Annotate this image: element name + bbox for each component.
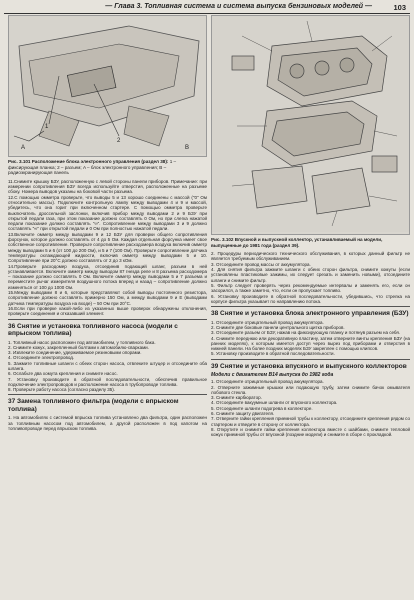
list-item: 2. Процедуры периодического технического обслуживания, в которых данный фильтр не является требуемым обслуживанием. xyxy=(211,251,410,262)
page-header xyxy=(4,3,410,14)
divider xyxy=(8,394,207,395)
list-item: 5. Установку производите в обратной последовательности. xyxy=(211,351,335,357)
list-item: 11.Снимите крышку БЗУ, расположенную с левой стороны панели приборов. Примечание: при измерении сопротивления БЗУ всегда используйте отверстия, расположенные на разъеме сбоку. Номера выводов указаны на боковой части разъема. xyxy=(8,178,207,195)
list-item: 1. Отсоедините отрицательный провод аккумулятора. xyxy=(211,379,324,385)
list-item: 13.Включите омметр между выводами 9 и 12 БЗУ для проверки общего сопротивления форсунок, которое должно составлять от 4 до 5 Ом. Каждая отдельная форсунка имеет свое собственное сопротивление. Проверьте сопротивление расходомера воздуха включив омметр между выводами 5 и 6 (от 100 до 200 Ом), и 5 и 7 (100 Ом). Проверьте сопротивление датчика температуры охлаждающей жидкости, включив омметр между выводами 5 и 10. Сопротивление при 20°С должно составлять от 2 до 3 кОм. xyxy=(8,231,207,264)
list-item: 6. Ослабьте два хомута крепления и снимите насос. xyxy=(8,371,118,377)
list-item: 15.Между выводами 8 и 6, которые представляют собой выводы постоянного резистора, сопротивление должно составлять примерно 150 Ом, а между выводами 9 и E (выводами датчика температуры воздуха на входе) – 50 Ом при 20°С. xyxy=(8,290,207,306)
list-item: 12.С помощью омметра проверьте, что выводы 5 и 13 хорошо соединены с массой ("0" Ом относительно массы). Подключите контрольную лампу между выводами 4 и 9 и массой, убедитесь, что она горит при включенном стартере. С помощью омметра проверьте выключатель дроссельной заслонки, включив прибор между выводами 2 и 9 БЗУ при открытой педали газа, при этом показание должно составлять 0 Ом, но при слегка нажатой педали показание должно составлять "∞". Сопротивление между выводами 3 и 9 должно составлять "∞" при открытой педали и 0 Ом при полностью нажатой педали. xyxy=(8,194,207,232)
svg-text:1: 1 xyxy=(45,124,49,130)
list-item: 5. Зажмите топливные шланги с обеих сторон насоса, отвлеките штуцер и отсоедините оба шланга. xyxy=(8,360,207,371)
right-column xyxy=(211,15,410,438)
list-item: 1. На автомобилях с системой впрыска топлива установлено два фильтра, один расположен за топливным насосом под автомобилем, а другой расположен в под капотом на топливопроводе перед впрыском топлива. xyxy=(8,415,207,432)
manifold-exploded-drawing xyxy=(212,16,409,232)
list-item: 5. Фильтр следует проверять через рекомендуемые интервалы и заменять его, если он засорился, а также заметно, что, если он пропускает топливо. xyxy=(211,282,410,294)
divider xyxy=(8,319,207,320)
figure-3-102 xyxy=(211,15,410,235)
figure-3-102-caption: Рис. 3.102 Впускной и выпускной коллектор, устанавливаемый на модели, выпущенные до 1981 года (раздел 39). xyxy=(211,237,383,248)
list-item: 3. Отсоедините провод массы от аккумулятора. xyxy=(211,261,311,267)
section-37-title: 37 Замена топливного фильтра (модели с впрыском топлива) xyxy=(8,398,179,413)
section-39-title: 39 Снятие и установка впускного и выпускного коллекторов xyxy=(211,362,407,370)
svg-text:A: A xyxy=(21,145,26,151)
list-item: 6. Снимите защиту двигателя. xyxy=(211,411,275,417)
left-column xyxy=(8,15,207,431)
list-item: 3. Извлеките соединение, удерживаемое резиновыми опорами. xyxy=(8,350,142,356)
section-39-subtitle: Модели с двигателем B14 выпуска до 1982 года xyxy=(211,372,334,379)
list-item: 3. Снимите карбюратор. xyxy=(211,395,262,401)
chapter-title: — Глава 3. Топливная система и система выпуска бензиновых моделей — xyxy=(105,3,372,10)
svg-text:2: 2 xyxy=(117,138,121,144)
list-item: 4. Для снятия фильтра зажмите шланги с обеих сторон фильтра, снимите хомуты (если установлены пластиковые зажимы, их следует срезать и заменить новыми), отсоедините шланги и снимите фильтр. xyxy=(211,267,410,283)
list-item: 2. Снимите кожух, закрепленный болтами к автомобилю-сварками. xyxy=(8,344,149,350)
divider xyxy=(211,359,410,360)
svg-text:B: B xyxy=(185,145,190,151)
list-item: 2. Отверните зажимные крышки или подающую трубу, затем снимите бачок омывателя лобового стекла. xyxy=(211,384,410,395)
list-item: 5. Отсоедините шланги подогрева в коллекторе. xyxy=(211,405,313,411)
list-item: 4. Снимите переднюю или декоративную пластину, затем отверните винты крепления БЗУ (на ранних моделях), к которым имеется доступ через вырез под приборами и отверстия в нижней панели. На более поздних моделях БЗУ закреплен с помощью клипсов. xyxy=(211,335,410,352)
page-number: 103 xyxy=(393,3,406,12)
list-item: 1. Отсоедините отрицательный провод аккумулятора. xyxy=(211,319,324,325)
list-item: 7. Отверните гайки крепления приемной трубы к коллектору, отсоедините крепления рядом со стартером и отведите в сторону от коллектора. xyxy=(211,416,410,427)
list-item: 7. Установку производите в обратной последовательности, обеспечив правильное подключение электропроводов и расположение насоса в трубопроводе топлива. xyxy=(8,376,207,387)
list-item: 1. Топливный насос расположен под автомобилем, у топливного бака. xyxy=(8,339,156,345)
section-38-title: 38 Снятие и установка блока электронного управления (БЗУ) xyxy=(211,310,409,318)
section-36-title: 36 Снятие и установка топливного насоса (модели с впрыском топлива) xyxy=(8,322,178,337)
list-item: 2. Снимите две боковые панели центрального щитка приборов. xyxy=(211,324,345,330)
list-item: 16.Если при проверке какой-либо из указанных выше проверок обнаружены отклонения, проверьте соединения и отказавший элемент. xyxy=(8,305,207,317)
ecu-location-drawing xyxy=(9,16,206,154)
divider xyxy=(211,306,410,307)
list-item: 8. Открутите и снимите гайки крепления коллектора вместе с шайбами, снимите тепловой кожух приемной трубы от впускной (поздние модели) и снимите в сборе с прокладкой. xyxy=(211,426,410,438)
list-item: 8. Проверьте работу насоса (согласно разделу 35). xyxy=(8,387,115,393)
list-item: 14.Проверьте расходомер воздуха, отсоединив подающий шланг, разъем в ней устанавливается. Включите омметр между выводом 87 гнезда реле и 8 разъема расходомера – показание должно составлять 0 Ом. Включите омметр между выводами 5 и 7 разъема и переместите рычаг измерителя воздушного потока вперед и назад – сопротивление должно изменяться от 100 до 1000 Ом. xyxy=(8,263,207,290)
list-item: 3. Отсоедините разъем от БЗУ, нажав на фиксирующую планку и потянув разъем на себя. xyxy=(211,330,401,336)
list-item: 4. Отсоедините электропровод. xyxy=(8,355,75,361)
list-item: 4. Отсоедините вакуумные шланги от впускного коллектора. xyxy=(211,400,338,406)
list-item: 6. Установку производите в обратной последовательности, убедившись, что стрелка на корпусе фильтра указывает по направлению потока. xyxy=(211,293,410,304)
figure-3-101 xyxy=(8,15,207,157)
figure-3-101-caption: Рис. 3.101 Расположение блока электронного управления (раздел 38): 1 – фиксирующая планка; 2 – разъем; A – блок электронного управления; B – радиоэкранирующая панель xyxy=(8,159,177,176)
